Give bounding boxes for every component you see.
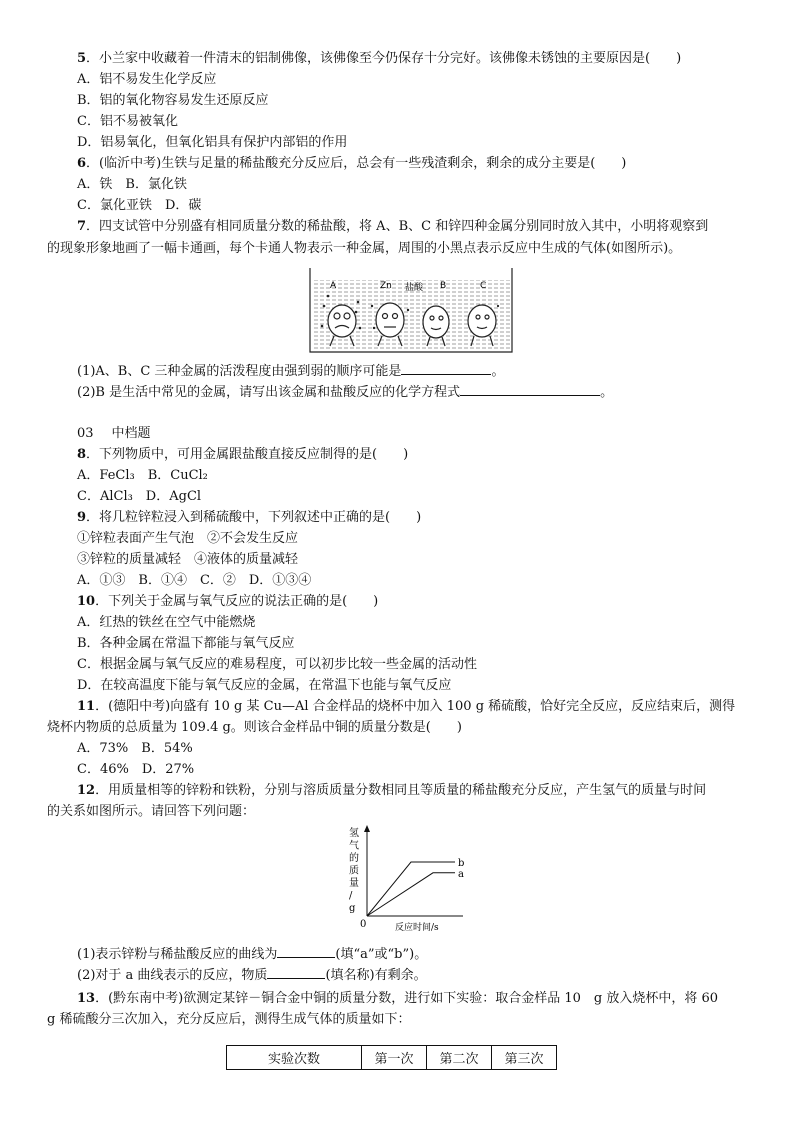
table-header-cell: 实验次数	[227, 1046, 362, 1070]
q13-stem	[77, 990, 718, 1007]
q12-sub1	[77, 945, 427, 963]
q6-number: 6	[77, 156, 87, 171]
q7-sub2-text: (2)B 是生活中常见的金属，请写出该金属和盐酸反应的化学方程式	[77, 385, 461, 400]
q6-stem	[77, 155, 626, 172]
section-code: 03	[77, 426, 94, 441]
x-axis-label: 反应时间/s	[395, 923, 439, 933]
q5-option-c: C．铝不易被氧化	[77, 114, 178, 129]
q7-sub1-answer-blank[interactable]	[401, 362, 491, 375]
q11-stem	[77, 698, 735, 715]
q9-stem-text: ．将几粒锌粒浸入到稀硫酸中，下列叙述中正确的是( )	[86, 510, 422, 525]
q8-options-ab: A．FeCl₃ B．CuCl₂	[77, 468, 208, 483]
q13-stem-line2: g 稀硫酸分三次加入，充分反应后，测得生成气体的质量如下：	[47, 1012, 411, 1027]
q9-statements-1: ①锌粒表面产生气泡 ②不会发生反应	[77, 531, 299, 546]
q12-sub2-text: (2)对于 a 曲线表示的反应，物质	[77, 968, 268, 983]
q7-sub2-answer-blank[interactable]	[460, 383, 600, 396]
table-header-cell: 第三次	[492, 1046, 557, 1070]
table-header-row	[227, 1046, 557, 1070]
q7-sub1-text: (1)A、B、C 三种金属的活泼程度由强到弱的顺序可能是	[77, 364, 402, 379]
q7-sub1	[77, 362, 504, 380]
q12-sub2	[77, 966, 427, 984]
q7-number: 7	[77, 219, 87, 234]
y-axis-label-char: 的	[349, 853, 359, 864]
q11-stem-text: ．(德阳中考)向盛有 10 g 某 Cu—Al 合金样品的烧杯中加入 100 g 稀硫酸，恰好完全反应，反应结束后，测得	[95, 699, 736, 714]
q7-stem-text: ．四支试管中分别盛有相同质量分数的稀盐酸，将 A、B、C 和锌四种金属分别同时放入其中，小明将观察到	[86, 219, 709, 234]
label-b: B	[440, 281, 447, 291]
q12-number: 12	[77, 783, 96, 798]
q12-sub1-text: (1)表示锌粉与稀盐酸反应的曲线为	[77, 947, 278, 962]
y-axis-arrow	[364, 825, 370, 832]
label-a: A	[330, 281, 337, 291]
q5-option-a: A．铝不易发生化学反应	[77, 72, 217, 87]
q9-number: 9	[77, 510, 87, 525]
q12-sub1-answer-blank[interactable]	[277, 945, 335, 958]
q6-options-ab: A．铁 B．氯化铁	[77, 177, 187, 192]
q6-options-cd: C．氯化亚铁 D．碳	[77, 198, 202, 213]
q11-stem-line2: 烧杯内物质的总质量为 109.4 g。则该合金样品中铜的质量分数是( )	[47, 720, 462, 735]
y-axis-label-char: 气	[349, 840, 359, 852]
q12-sub1-hint: (填“a”或“b”)。	[335, 947, 428, 962]
q5-option-b: B．铝的氧化物容易发生还原反应	[77, 93, 269, 108]
q8-stem-text: ．下列物质中，可用金属跟盐酸直接反应制得的是( )	[86, 447, 409, 462]
q12-sub2-hint: (填名称)有剩余。	[325, 968, 427, 983]
q10-option-a: A．红热的铁丝在空气中能燃烧	[77, 615, 256, 630]
origin-label: 0	[360, 919, 367, 930]
q9-stem	[77, 509, 421, 526]
table-header-cell: 第一次	[362, 1046, 427, 1070]
y-axis-label-char: 质	[349, 865, 359, 877]
q9-statements-2: ③锌粒的质量减轻 ④液体的质量减轻	[77, 552, 299, 567]
label-c: C	[480, 281, 487, 291]
series-label-a: a	[458, 868, 464, 880]
y-axis-label	[349, 826, 359, 914]
y-axis-label-char: /	[349, 890, 353, 902]
q7-stem	[77, 218, 708, 235]
y-axis-label-char: 量	[349, 878, 359, 889]
q11-number: 11	[77, 699, 96, 714]
q10-option-b: B．各种金属在常温下都能与氧气反应	[77, 636, 295, 651]
q10-option-d: D．在较高温度下能与氧气反应的金属，在常温下也能与氧气反应	[77, 678, 452, 693]
section-heading	[77, 425, 151, 442]
q7-stem-line2: 的现象形象地画了一幅卡通画，每个卡通人物表示一种金属，周围的小黑点表示反应中生成的气体(如图所示)。	[47, 241, 682, 256]
label-hcl: 盐酸	[405, 283, 424, 293]
y-axis-label-char: g	[349, 903, 356, 914]
q8-number: 8	[77, 447, 87, 462]
q10-stem	[77, 593, 378, 610]
series-line-a	[367, 873, 455, 916]
q11-options-ab: A．73% B．54%	[77, 741, 193, 756]
metal-cartoon-figure	[308, 266, 514, 354]
q10-number: 10	[77, 594, 96, 609]
q7-sub1-end: 。	[491, 364, 505, 379]
q13-number: 13	[77, 991, 96, 1006]
q7-sub2	[77, 383, 613, 401]
q11-options-cd: C．46% D．27%	[77, 762, 195, 777]
q5-stem	[77, 50, 681, 67]
q13-stem-text: ．(黔东南中考)欲测定某锌－铜合金中铜的质量分数，进行如下实验：取合金样品 10 g 放入烧杯中，将 60	[95, 991, 719, 1006]
q10-option-c: C．根据金属与氧气反应的难易程度，可以初步比较一些金属的活动性	[77, 657, 477, 672]
q12-stem-line2: 的关系如图所示。请回答下列问题：	[47, 804, 256, 819]
q5-stem-text: ．小兰家中收藏着一件清末的铝制佛像，该佛像至今仍保存十分完好。该佛像未锈蚀的主要原因是( )	[86, 51, 682, 66]
q10-stem-text: ．下列关于金属与氧气反应的说法正确的是( )	[95, 594, 379, 609]
section-title: 中档题	[111, 426, 151, 441]
q7-sub2-end: 。	[600, 385, 614, 400]
label-zn: Zn	[380, 281, 392, 291]
q5-number: 5	[77, 51, 87, 66]
hydrogen-mass-chart	[345, 824, 467, 936]
q6-stem-text: ．(临沂中考)生铁与足量的稀盐酸充分反应后，总会有一些残渣剩余，剩余的成分主要是( )	[86, 156, 627, 171]
table-header-cell: 第二次	[427, 1046, 492, 1070]
q9-options: A．①③ B．①④ C．② D．①③④	[77, 573, 312, 588]
q12-sub2-answer-blank[interactable]	[267, 966, 325, 979]
q5-option-d: D．铝易氧化，但氧化铝具有保护内部铝的作用	[77, 135, 348, 150]
q8-options-cd: C．AlCl₃ D．AgCl	[77, 489, 202, 504]
chart-series	[367, 858, 464, 916]
series-label-b: b	[458, 858, 465, 869]
q8-stem	[77, 446, 408, 463]
q12-stem	[77, 782, 706, 799]
q12-stem-text: ．用质量相等的锌粉和铁粉，分别与溶质质量分数相同且等质量的稀盐酸充分反应，产生氢气的质量与时间	[95, 783, 707, 798]
experiment-table	[226, 1045, 557, 1070]
y-axis-label-char: 氢	[349, 828, 359, 839]
